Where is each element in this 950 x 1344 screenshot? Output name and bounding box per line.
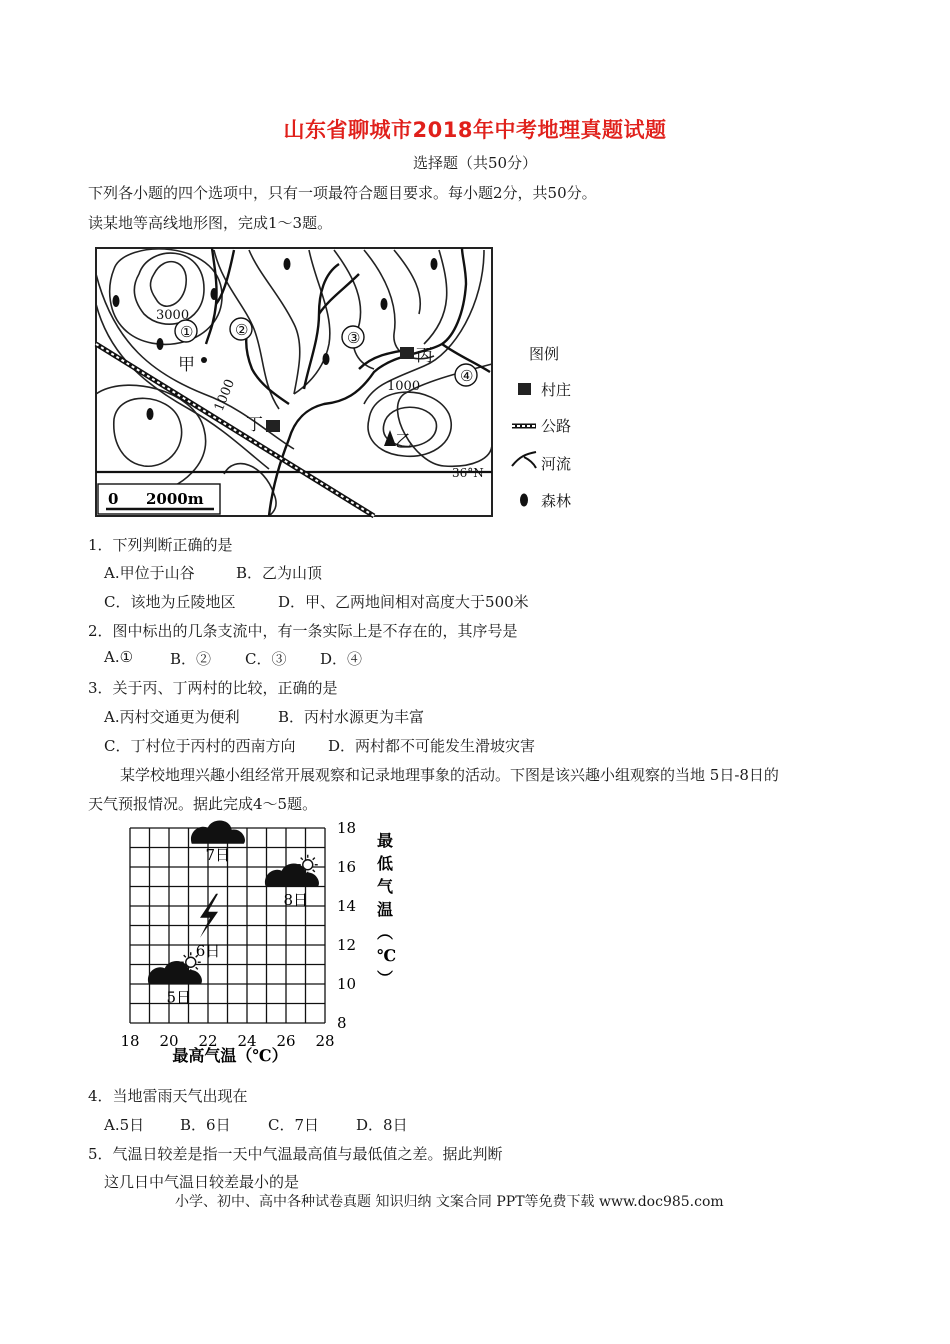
q3-option-a: A.丙村交通更为便利 (104, 708, 240, 726)
weather-point-cloudy-with-sun (148, 952, 202, 1006)
point-day-label: 8日 (283, 890, 309, 909)
village-ding-marker (266, 420, 280, 432)
place-ding-label: 丁 (246, 415, 263, 435)
instruction-text: 下列各小题的四个选项中，只有一项最符合题目要求。每小题2分，共50分。 (88, 184, 597, 202)
section-subtitle: 选择题（共50分） (412, 154, 538, 172)
q1-option-b: B．乙为山顶 (236, 564, 323, 582)
q1-stem: 1．下列判断正确的是 (88, 536, 233, 554)
contour-1000-rotated-label: 1000 (211, 377, 239, 414)
q5-stem-continued: 这几日中气温日较差最小的是 (104, 1173, 300, 1191)
x-tick-label: 28 (315, 1032, 335, 1050)
q1-option-d: D．甲、乙两地间相对高度大于500米 (278, 593, 529, 611)
weather-chart (110, 818, 410, 1074)
y-tick-label: 10 (337, 975, 357, 993)
q3-option-c: C．丁村位于丙村的西南方向 (104, 737, 296, 755)
contour-1000-label: 1000 (387, 379, 421, 394)
latitude-label: 36°N (452, 466, 484, 480)
y-axis-label-char: 温 (377, 900, 394, 919)
q1-option-c: C．该地为丘陵地区 (104, 593, 236, 611)
contour-3000-label: 3000 (156, 308, 190, 323)
y-axis-label-char: 气 (377, 877, 394, 896)
q2-option-d: D．④ (320, 650, 363, 668)
y-tick-labels (337, 819, 356, 1032)
legend-title: 图例 (529, 345, 560, 363)
q4-option-d: D．8日 (356, 1116, 408, 1134)
q2-stem: 2．图中标出的几条支流中，有一条实际上是不存在的，其序号是 (88, 622, 518, 640)
weather-intro-line2: 天气预报情况。据此完成4～5题。 (88, 795, 318, 813)
point-day-label: 7日 (205, 845, 231, 864)
page-footer: 小学、初中、高中各种试卷真题 知识归纳 文案合同 PPT等免费下载 www.doc985.com (175, 1194, 724, 1210)
q5-stem: 5．气温日较差是指一天中气温最高值与最低值之差。据此判断 (88, 1145, 503, 1163)
x-tick-label: 26 (276, 1032, 296, 1050)
y-tick-label: 18 (337, 819, 357, 837)
x-tick-label: 20 (159, 1032, 179, 1050)
branch-2-label: ② (235, 321, 249, 339)
point-day-label: 5日 (166, 988, 192, 1007)
branch-1-label: ① (180, 323, 194, 341)
weather-point-cloudy-with-sun (265, 855, 319, 909)
branch-4-label: ④ (460, 367, 474, 385)
scale-length: 2000m (146, 490, 204, 508)
y-axis-label-char: 低 (377, 854, 394, 873)
weather-intro-line1: 某学校地理兴趣小组经常开展观察和记录地理事象的活动。下图是该兴趣小组观察的当地 5日-8日的 (120, 766, 779, 784)
y-axis-label (377, 831, 396, 988)
legend-river: 河流 (541, 455, 572, 473)
legend-road: 公路 (541, 417, 572, 435)
legend-forest: 森林 (541, 492, 572, 510)
q2-option-a: A.① (104, 648, 134, 666)
q2-option-b: B．② (170, 650, 212, 668)
map-intro-text: 读某地等高线地形图，完成1～3题。 (88, 214, 333, 232)
legend-village: 村庄 (541, 381, 572, 399)
y-axis-label-char: ℃ (377, 946, 397, 965)
x-tick-label: 22 (198, 1032, 218, 1050)
scale-zero: 0 (108, 490, 119, 508)
q3-option-d: D．两村都不可能发生滑坡灾害 (328, 737, 536, 755)
y-axis-label-char: ︶ (377, 969, 394, 988)
y-axis-label-char: ︵ (377, 923, 394, 942)
q4-option-a: A.5日 (104, 1116, 145, 1134)
point-day-label: 6日 (195, 941, 221, 960)
place-jia-label: 甲 (178, 355, 195, 375)
q4-option-c: C．7日 (268, 1116, 320, 1134)
page-title: 山东省聊城市2018年中考地理真题试题 (283, 118, 667, 142)
y-tick-label: 8 (337, 1014, 347, 1032)
y-axis-label-char: 最 (377, 831, 394, 850)
q2-option-c: C．③ (245, 650, 287, 668)
contour-map (94, 244, 594, 520)
x-axis-label: 最高气温（℃） (172, 1046, 288, 1065)
village-bing-marker (400, 347, 414, 359)
x-tick-label: 18 (120, 1032, 140, 1050)
place-yi-label: 乙 (395, 432, 412, 452)
y-tick-label: 16 (337, 858, 357, 876)
q4-option-b: B．6日 (180, 1116, 231, 1134)
x-tick-label: 24 (237, 1032, 257, 1050)
y-tick-label: 14 (337, 897, 357, 915)
y-tick-label: 12 (337, 936, 357, 954)
branch-3-label: ③ (347, 329, 361, 347)
chart-points (148, 820, 319, 1006)
q3-stem: 3．关于丙、丁两村的比较，正确的是 (88, 679, 338, 697)
place-bing-label: 丙 (416, 346, 433, 366)
q1-option-a: A.甲位于山谷 (104, 564, 195, 582)
q3-option-b: B．丙村水源更为丰富 (278, 708, 425, 726)
q4-stem: 4．当地雷雨天气出现在 (88, 1087, 248, 1105)
weather-point-overcast (191, 820, 245, 863)
